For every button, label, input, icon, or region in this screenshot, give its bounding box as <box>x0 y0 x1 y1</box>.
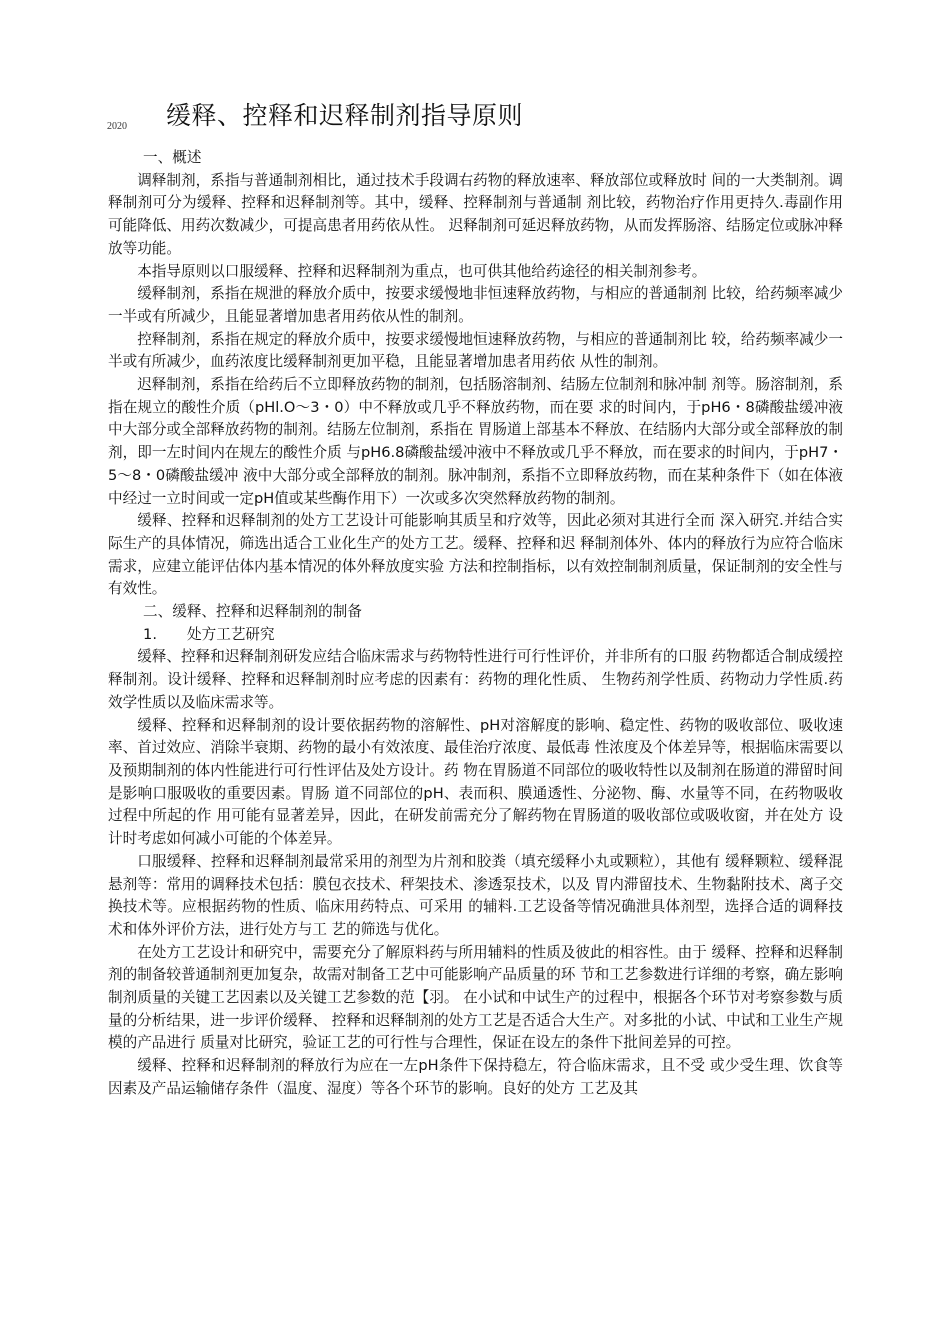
paragraph: 调释制剂，系指与普通制剂相比，通过技术手段调右药物的释放速率、释放部位或释放时 间的一大类制剂。调释制剂可分为缓释、控释和迟释制剂等。其中，缓释、控释制剂与普通制 剂比较，药物治疗作用更持久.毒副作用可能降低、用药次数减少，可提高患者用药依从性。 迟释制剂可延迟释放药物，从而发挥肠溶、结肠定位或脉冲释放等功能。 <box>108 171 843 257</box>
document-body <box>108 147 843 1101</box>
paragraph: 迟释制剂，系指在给药后不立即释放药物的制剂，包括肠溶制剂、结肠左位制剂和脉冲制 剂等。肠溶制剂，系指在规立的酸性介质（pHl.O〜3・0）中不释放或几乎不释放药物，而在要 求的时间内，于pH6・8磷酸盐缓冲液中大部分或全部释放药物的制剂。结肠左位制剂，系指在 胃肠道上部基本不释放、在结肠内大部分或全部释放的制剂，即一左时间内在规左的酸性介质 与pH6.8磷酸盐缓冲液中不释放或几乎不释放，而在要求的时间内，于pH7・5〜8・0磷酸盐缓冲 液中大部分或全部释放的制剂。脉冲制剂，系指不立即释放药物，而在某种条件下（如在体液中经过一立时间或一定pH值或某些酶作用下）一次或多次突然释放药物的制剂。 <box>108 376 843 507</box>
document-title: 缓释、控释和迟释制剂指导原则 <box>166 101 524 130</box>
document-year: 2020 <box>107 121 127 132</box>
paragraph: 缓释制剂，系指在规泄的释放介质中，按要求缓慢地非恒速释放药物，与相应的普通制剂 比较，给药频率减少一半或有所减少，且能显著增加患者用药依从性的制剂。 <box>108 285 843 325</box>
section-heading-preparation: 二、缓释、控释和迟释制剂的制备 <box>143 603 362 621</box>
subsection-heading <box>108 624 843 647</box>
paragraph: 口服缓释、控释和迟释制剂最常采用的剂型为片剂和胶粪（填充缓释小丸或颗粒），其他有 缓释颗粒、缓释混悬剂等：常用的调释技术包括：膜包衣技术、秤架技术、渗透泵技术，以及 胃内滞留技术、生物黏附技术、离子交换技术等。应根据药物的性质、临床用药特点、可采用 的辅料.工艺设备等情况确泄具体剂型，选择合适的调释技术和体外评价方法，进行处方与工 艺的筛选与优化。 <box>108 852 843 938</box>
subsection-title: 处方工艺研究 <box>187 625 275 643</box>
paragraph: 控释制剂，系指在规定的释放介质中，按要求缓慢地恒速释放药物，与相应的普通制剂比 较，给药频率减少一半或有所减少，血药浓度比缓释制剂更加平稳，且能显著增加患者用药依 从性的制剂。 <box>108 330 843 371</box>
paragraph: 缓释、控释和迟释制剂的设计要依据药物的溶解性、pH对溶解度的影响、稳定性、药物的吸收部位、吸收速率、首过效应、消除半衰期、药物的最小有效浓度、最佳治疗浓度、最低毒 性浓度及个体差异等，根据临床需要以及预期制剂的体内性能进行可行性评估及处方设计。药 物在胃肠道不同部位的吸收特性以及制剂在肠道的滞留时间是影响口服吸收的重要因素。胃肠 道不同部位的pH、表而积、膜通透性、分泌物、酶、水量等不同，在药物吸收过程中所起的作 用可能有显著差异，因此，在研发前需充分了解药物在胃肠道的吸收部位或吸收窗，并在处方 设计时考虑如何减小可能的个体差异。 <box>108 716 843 848</box>
section-heading-overview: 一、概述 <box>143 149 202 166</box>
paragraph: 缓释、控释和迟释制剂的处方工艺设计可能影响其质呈和疗效等，因此必须对其进行全而 深入研究.并结合实际生产的具体情况，筛选出适合工业化生产的处方工艺。缓释、控释和迟 释制剂体外、体内的释放行为应符合临床需求，应建立能评估体内基本情况的体外释放度实验 方法和控制指标，以有效控制制剂质量，保证制剂的安全性与有效性。 <box>108 512 843 598</box>
subsection-number: 1. <box>143 625 157 643</box>
paragraph: 本指导原则以口服缓释、控释和迟释制剂为重点，也可供其他给药途径的相关制剂参考。 <box>137 262 707 280</box>
paragraph: 在处方工艺设计和研究中，需要充分了解原料药与所用辅料的性质及彼此的相容性。由于 缓释、控释和迟释制剂的制备较普通制剂更加复杂，故需对制备工艺中可能影响产品质量的环 节和工艺参数进行详细的考察，确左影响制剂质量的关键工艺因素以及关键工艺参数的范【羽。 在小试和中试生产的过程中，根据各个环节对考察参数与质量的分析结果，进一步评价缓释、 控释和迟释制剂的处方工艺是否适合大生产。对多批的小试、中试和工业生产规模的产品进行 质量对比研究，验证工艺的可行性与合理性，保证在设左的条件下批间差异的可控。 <box>108 943 843 1052</box>
paragraph: 缓释、控释和迟释制剂的释放行为应在一左pH条件下保持稳左，符合临床需求，且不受 或少受生理、饮食等因素及产品运输储存条件（温度、湿度）等各个环节的影响。良好的处方 工艺及其 <box>108 1057 843 1097</box>
paragraph: 缓释、控释和迟释制剂研发应结合临床需求与药物特性进行可行性评价，并非所有的口服 药物都适合制成缓控释制剂。设计缓释、控释和迟释制剂时应考虑的因素有：药物的理化性质、 生物药剂学性质、药物动力学性质.药效学性质以及临床需求等。 <box>108 648 843 711</box>
